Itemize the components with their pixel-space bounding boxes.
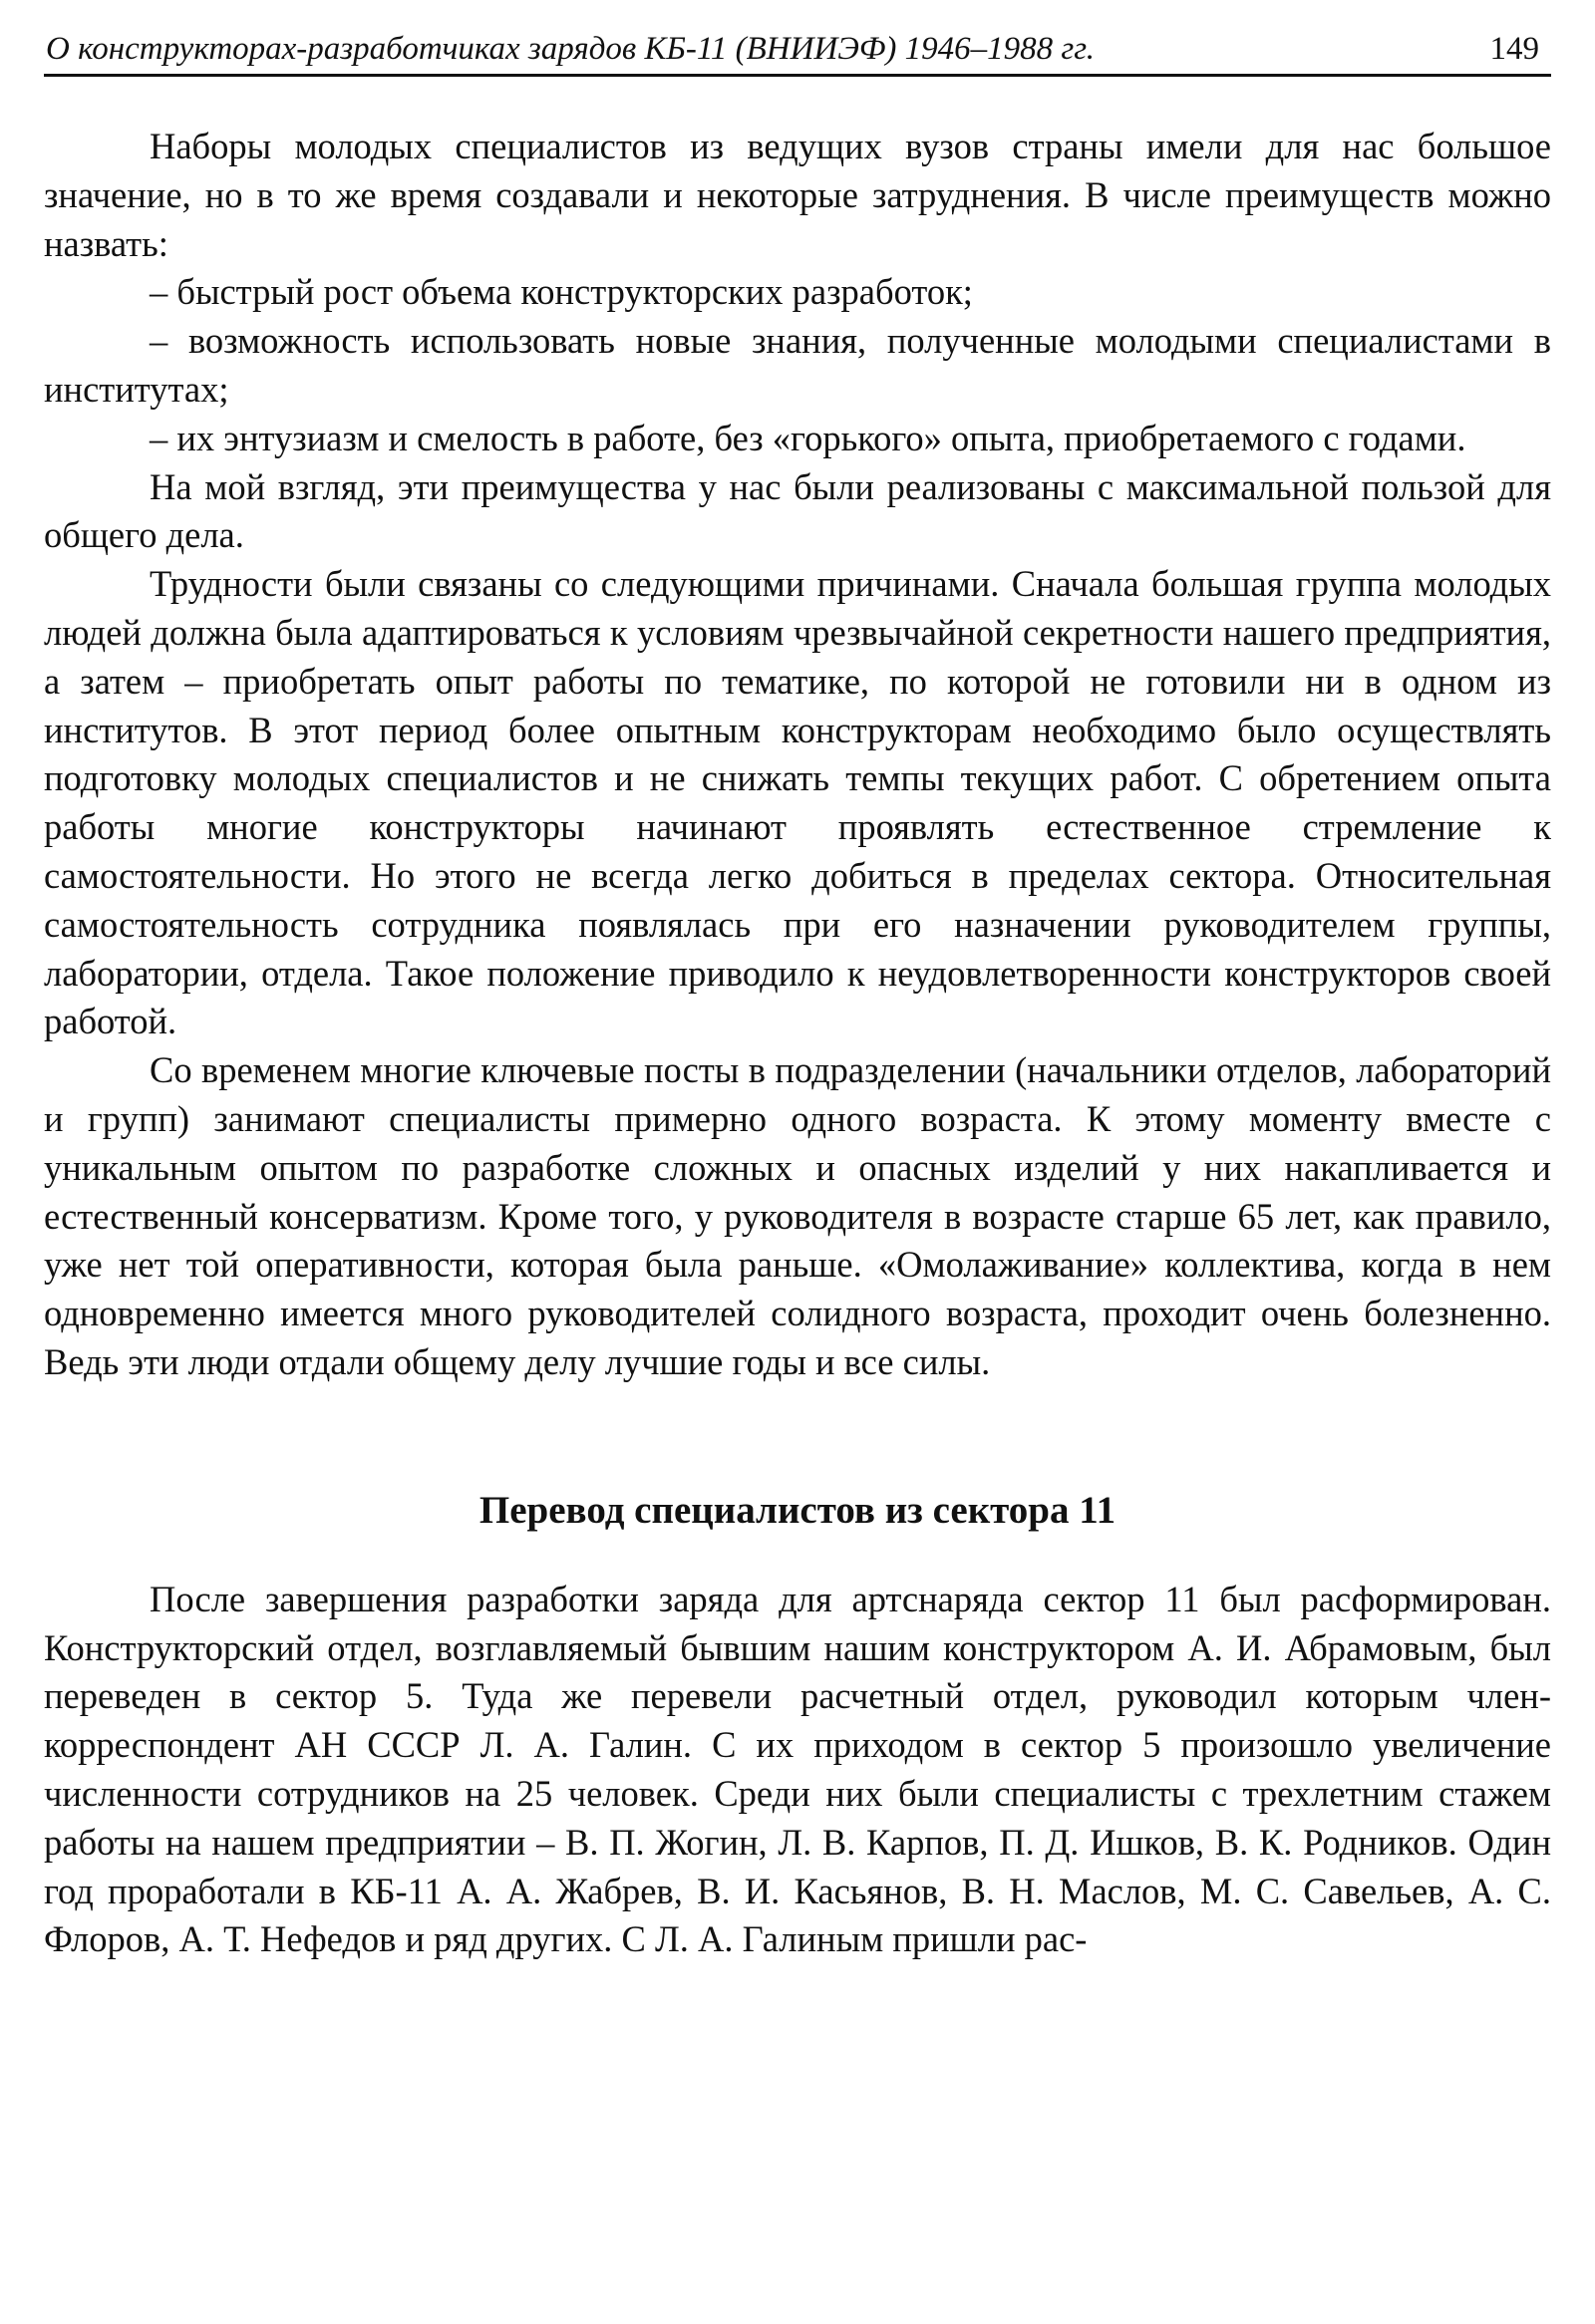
running-title: О конструкторах-разработчиках зарядов КБ-11 (ВНИИЭФ) 1946–1988 гг.: [46, 31, 1095, 67]
paragraph-intro: Наборы молодых специалистов из ведущих вузов страны имели для нас большое значение, но в то же время создавали и некоторые затруднения. В числе преимуществ можно назвать:: [44, 126, 1551, 264]
paragraph-difficulties: Трудности были связаны со следующими причинами. Сначала большая группа молодых людей должна была адаптироваться к условиям чрезвычайной секретности нашего предприятия, а затем – приобретать опыт работы по тематике, по которой не готовили ни в одном из институтов. В этот период более опытным конструкторам необходимо было осуществлять подготовку молодых специалистов и не снижать темпы текущих работ. С обретением опыта работы многие конструкторы начинают проявлять естественное стремление к самостоятельности. Но этого не всегда легко добиться в пределах сектора. Относительная самостоятельность сотрудника появлялась при его назначении руководителем группы, лаборатории, отдела. Такое положение приводило к неудовлетворенности конструкторов своей работой.: [44, 563, 1551, 1042]
body-text: [44, 123, 1551, 1964]
section-heading: Перевод специалистов из сектора 11: [478, 1488, 1116, 1532]
page-number: 149: [1489, 31, 1539, 67]
running-header: [44, 28, 1551, 77]
paragraph-opinion: На мой взгляд, эти преимущества у нас были реализованы с максимальной пользой для общего дела.: [44, 465, 1551, 556]
book-page: [44, 28, 1551, 1964]
list-item-knowledge: – возможность использовать новые знания, полученные молодыми специалистами в институтах;: [44, 320, 1551, 410]
list-item-enthusiasm: – их энтузиазм и смелость в работе, без «горького» опыта, приобретаемого с годами.: [150, 417, 1466, 458]
paragraph-key-posts: Со временем многие ключевые посты в подразделении (начальники отделов, лабораторий и групп) занимают специалисты примерно одного возраста. К этому моменту вместе с уникальным опытом по разработке сложных и опасных изделий у них накапливается и естественный консерватизм. Кроме того, у руководителя в возрасте старше 65 лет, как правило, уже нет той оперативности, которая была раньше. «Омолаживание» коллектива, когда в нем одновременно имеется много руководителей солидного возраста, проходит очень болезненно. Ведь эти люди отдали общему делу лучшие годы и все силы.: [44, 1049, 1551, 1382]
list-item-growth: – быстрый рост объема конструкторских разработок;: [150, 271, 973, 313]
paragraph-transfer: После завершения разработки заряда для артснаряда сектор 11 был расформирован. Конструкторский отдел, возглавляемый бывшим нашим конструктором А. И. Абрамовым, был переведен в сектор 5. Туда же перевели расчетный отдел, руководил которым член-корреспондент АН СССР Л. А. Галин. С их приходом в сектор 5 произошло увеличение численности сотрудников на 25 человек. Среди них были специалисты с трехлетним стажем работы на нашем предприятии – В. П. Жогин, Л. В. Карпов, П. Д. Ишков, В. К. Родников. Один год проработали в КБ-11 А. А. Жабрев, В. И. Касьянов, В. Н. Маслов, М. С. Савельев, А. С. Флоров, А. Т. Нефедов и ряд других. С Л. А. Галиным пришли рас-: [44, 1578, 1551, 1960]
